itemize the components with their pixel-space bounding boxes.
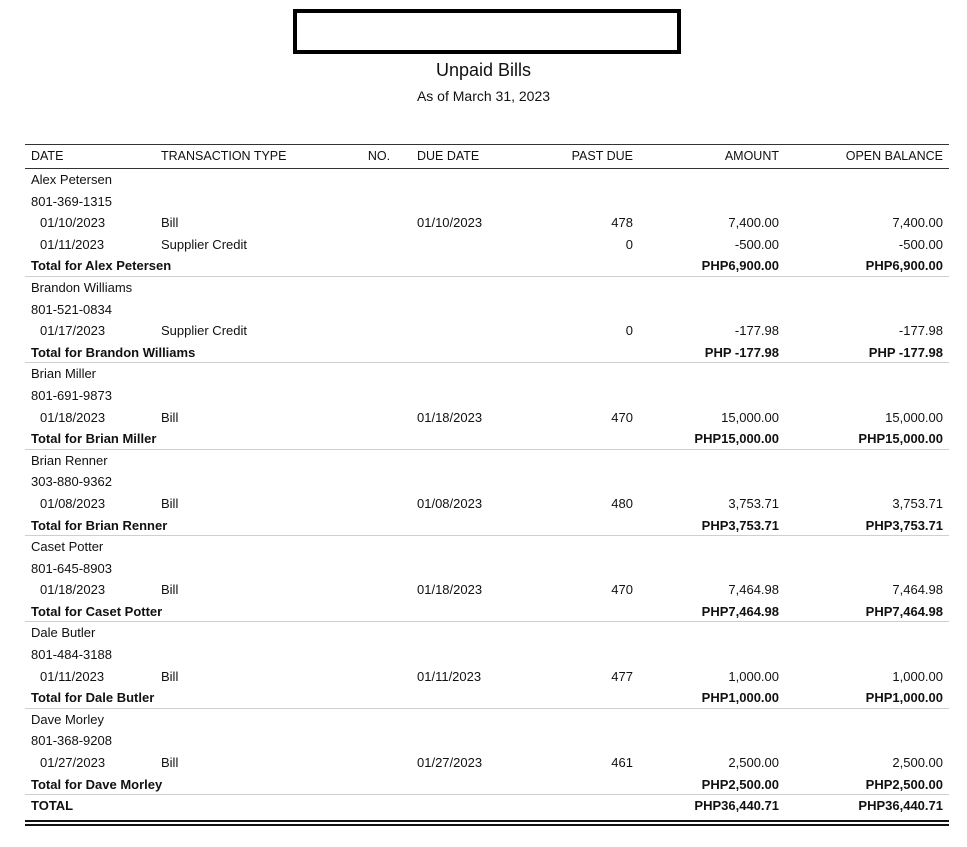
supplier-phone: 801-521-0834 — [31, 301, 112, 317]
transaction-past-due: 470 — [611, 409, 633, 425]
transaction-date[interactable]: 01/11/2023 — [40, 236, 105, 252]
transaction-type[interactable]: Supplier Credit — [161, 323, 247, 339]
transaction-open-balance: -500.00 — [898, 236, 943, 252]
transaction-row — [25, 212, 949, 234]
transaction-type[interactable]: Supplier Credit — [161, 236, 247, 252]
transaction-amount: -500.00 — [734, 236, 779, 252]
transaction-due-date: 01/18/2023 — [417, 409, 483, 425]
transaction-open-balance: -177.98 — [898, 323, 943, 339]
report-end-double-rule — [25, 820, 949, 826]
transaction-open-balance: 3,753.71 — [892, 495, 943, 511]
supplier-total-label: Total for Brian Renner — [31, 517, 168, 533]
transaction-past-due: 470 — [611, 582, 633, 598]
transaction-amount: 7,464.98 — [728, 582, 779, 598]
transaction-due-date: 01/27/2023 — [417, 755, 483, 771]
supplier-total-label: Total for Brandon Williams — [31, 344, 196, 360]
supplier-name[interactable]: Brian Miller — [31, 366, 97, 382]
transaction-date[interactable]: 01/18/2023 — [40, 582, 106, 598]
supplier-total-row — [25, 428, 949, 450]
supplier-total-label: Total for Caset Potter — [31, 603, 163, 619]
supplier-phone-row — [25, 644, 949, 666]
supplier-total-label: Total for Brian Miller — [31, 431, 157, 447]
supplier-total-label: Total for Alex Petersen — [31, 258, 172, 274]
company-name-redacted-box — [293, 9, 681, 54]
supplier-phone-row — [25, 471, 949, 493]
transaction-row — [25, 234, 949, 256]
transaction-open-balance: 7,464.98 — [892, 582, 943, 598]
supplier-total-amount: PHP2,500.00 — [701, 776, 779, 792]
transaction-row — [25, 752, 949, 774]
transaction-amount: 7,400.00 — [728, 215, 779, 231]
supplier-phone: 801-691-9873 — [31, 387, 112, 403]
supplier-name-row — [25, 536, 949, 558]
supplier-total-row — [25, 601, 949, 623]
supplier-total-label: Total for Dave Morley — [31, 776, 163, 792]
transaction-open-balance: 15,000.00 — [885, 409, 943, 425]
transaction-due-date: 01/10/2023 — [417, 215, 483, 231]
supplier-total-row — [25, 515, 949, 537]
transaction-row — [25, 666, 949, 688]
column-header-no[interactable]: NO. — [367, 149, 391, 163]
transaction-type[interactable]: Bill — [161, 215, 179, 231]
table-header — [25, 144, 949, 169]
column-header-amount[interactable]: AMOUNT — [724, 149, 779, 163]
transaction-past-due: 478 — [611, 215, 633, 231]
supplier-name[interactable]: Alex Petersen — [31, 172, 112, 187]
column-header-date[interactable]: DATE — [31, 149, 64, 163]
supplier-name[interactable]: Brandon Williams — [31, 279, 133, 295]
supplier-phone: 801-484-3188 — [31, 647, 112, 663]
supplier-total-row — [25, 342, 949, 364]
transaction-open-balance: 1,000.00 — [892, 668, 943, 684]
grand-total-amount: PHP36,440.71 — [694, 798, 779, 814]
transaction-type[interactable]: Bill — [161, 495, 179, 511]
supplier-total-amount: PHP15,000.00 — [694, 431, 779, 447]
grand-total-row — [25, 795, 949, 817]
transaction-open-balance: 2,500.00 — [892, 755, 943, 771]
transaction-row — [25, 493, 949, 515]
supplier-name[interactable]: Caset Potter — [31, 539, 104, 555]
supplier-name-row — [25, 363, 949, 385]
supplier-total-row — [25, 255, 949, 277]
transaction-amount: 2,500.00 — [728, 755, 779, 771]
transaction-type[interactable]: Bill — [161, 582, 179, 598]
supplier-phone-row — [25, 730, 949, 752]
transaction-past-due: 477 — [611, 668, 633, 684]
supplier-name-row — [25, 709, 949, 731]
supplier-name-row — [25, 450, 949, 472]
supplier-phone-row — [25, 191, 949, 213]
supplier-phone: 303-880-9362 — [31, 474, 112, 490]
transaction-row — [25, 407, 949, 429]
supplier-total-amount: PHP7,464.98 — [701, 603, 779, 619]
supplier-total-amount: PHP3,753.71 — [701, 517, 779, 533]
report-title: Unpaid Bills — [435, 60, 532, 80]
grand-total-open-balance: PHP36,440.71 — [858, 798, 943, 814]
supplier-total-open-balance: PHP1,000.00 — [865, 690, 943, 706]
supplier-name[interactable]: Brian Renner — [31, 452, 108, 468]
transaction-due-date: 01/08/2023 — [417, 495, 483, 511]
transaction-date[interactable]: 01/08/2023 — [40, 495, 106, 511]
transaction-type[interactable]: Bill — [161, 409, 179, 425]
transaction-date[interactable]: 01/18/2023 — [40, 409, 106, 425]
supplier-total-amount: PHP1,000.00 — [701, 690, 779, 706]
supplier-total-open-balance: PHP7,464.98 — [865, 603, 943, 619]
column-header-open-balance[interactable]: OPEN BALANCE — [845, 149, 943, 163]
transaction-amount: 3,753.71 — [728, 495, 779, 511]
supplier-phone: 801-369-1315 — [31, 193, 112, 209]
transaction-amount: 1,000.00 — [728, 668, 779, 684]
column-header-transaction-type[interactable]: TRANSACTION TYPE — [161, 149, 287, 163]
supplier-total-open-balance: PHP15,000.00 — [858, 431, 943, 447]
transaction-date[interactable]: 01/10/2023 — [40, 215, 106, 231]
supplier-total-open-balance: PHP -177.98 — [868, 344, 943, 360]
supplier-phone-row — [25, 385, 949, 407]
transaction-amount: -177.98 — [734, 323, 779, 339]
supplier-name-row — [25, 622, 949, 644]
supplier-name[interactable]: Dave Morley — [31, 711, 104, 727]
supplier-phone: 801-645-8903 — [31, 560, 112, 576]
transaction-open-balance: 7,400.00 — [892, 215, 943, 231]
supplier-name-row — [25, 169, 949, 191]
transaction-past-due: 480 — [611, 495, 633, 511]
supplier-phone: 801-368-9208 — [31, 733, 112, 749]
supplier-phone-row — [25, 299, 949, 321]
transaction-row — [25, 579, 949, 601]
supplier-total-row — [25, 687, 949, 709]
transaction-amount: 15,000.00 — [721, 409, 779, 425]
transaction-past-due: 0 — [625, 323, 633, 339]
transaction-past-due: 461 — [611, 755, 633, 771]
transaction-due-date: 01/11/2023 — [417, 668, 482, 684]
transaction-row — [25, 320, 949, 342]
table-body — [25, 169, 949, 795]
transaction-due-date: 01/18/2023 — [417, 582, 483, 598]
transaction-date[interactable]: 01/17/2023 — [40, 323, 106, 339]
supplier-total-row — [25, 774, 949, 796]
supplier-phone-row — [25, 558, 949, 580]
supplier-total-open-balance: PHP6,900.00 — [865, 258, 943, 274]
report-date-subtitle: As of March 31, 2023 — [416, 88, 551, 104]
supplier-total-amount: PHP -177.98 — [704, 344, 779, 360]
supplier-name[interactable]: Dale Butler — [31, 625, 96, 641]
supplier-total-open-balance: PHP3,753.71 — [865, 517, 943, 533]
transaction-type[interactable]: Bill — [161, 755, 179, 771]
grand-total-label: TOTAL — [31, 798, 74, 814]
transaction-past-due: 0 — [625, 236, 633, 252]
supplier-total-amount: PHP6,900.00 — [701, 258, 779, 274]
supplier-total-open-balance: PHP2,500.00 — [865, 776, 943, 792]
supplier-total-label: Total for Dale Butler — [31, 690, 155, 706]
column-header-past-due[interactable]: PAST DUE — [571, 149, 633, 163]
supplier-name-row — [25, 277, 949, 299]
transaction-date[interactable]: 01/27/2023 — [40, 755, 106, 771]
unpaid-bills-table — [25, 144, 949, 817]
transaction-type[interactable]: Bill — [161, 668, 179, 684]
column-header-due-date[interactable]: DUE DATE — [417, 149, 480, 163]
transaction-date[interactable]: 01/11/2023 — [40, 668, 105, 684]
